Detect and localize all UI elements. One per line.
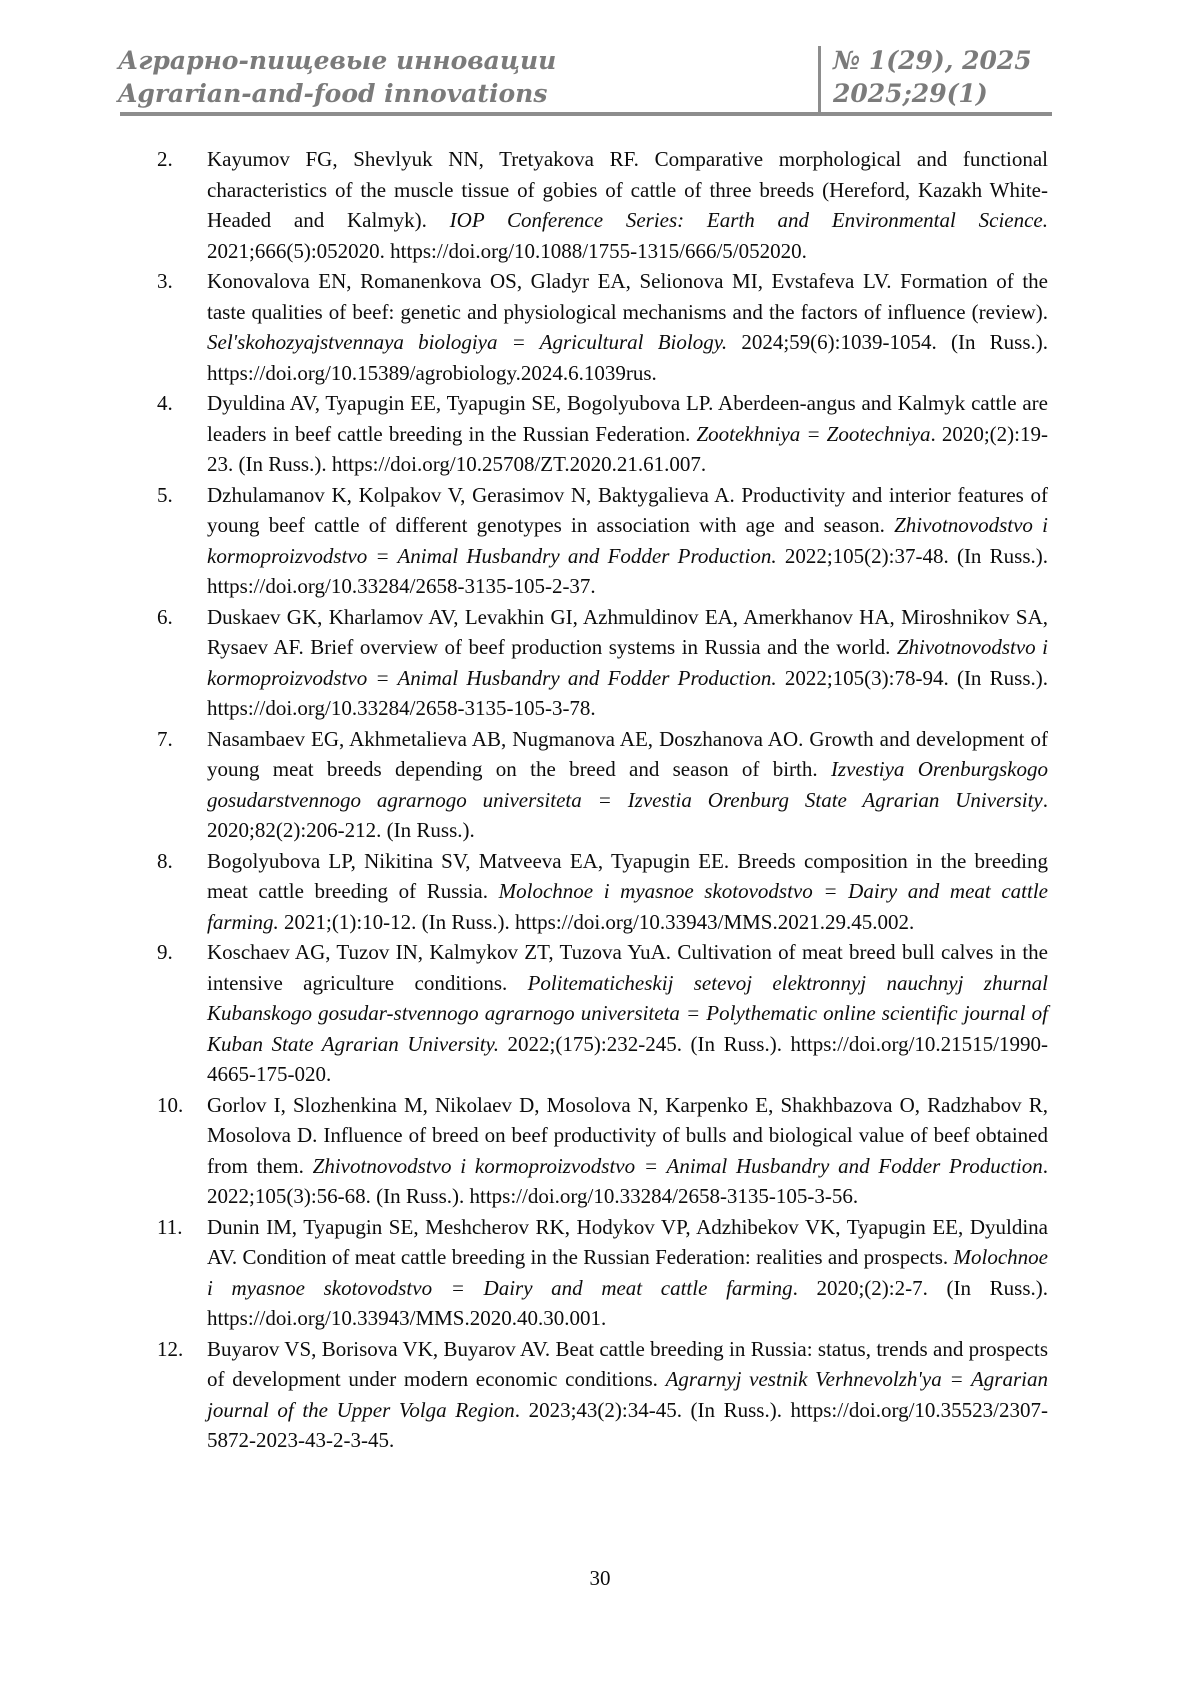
reference-text-segment: 2022;105(3):78-94. (In Russ.). https://doi.org/10.33284/2658-3135-105-3-78. — [207, 665, 1049, 720]
reference-journal-name: Zhivotnovodstvo i kormoproizvodstvo = Animal Husbandry and Fodder Production — [312, 1153, 1043, 1178]
reference-text-segment: 2022;(175):232-245. (In Russ.). https://doi.org/10.21515/1990-4665-175-020. — [207, 1031, 1048, 1086]
reference-journal-name: Molochnoe i myasnoe skotovodstvo = Dairy and meat cattle farming. — [207, 879, 1049, 934]
reference-journal-name: Izvestiya Orenburgskogo gosudarstvennogo agrarnogo universiteta = Izvestia Orenburg State Agrarian University — [207, 757, 1048, 812]
reference-text-segment: Dzhulamanov K, Kolpakov V, Gerasimov N, Baktygalieva A. Productivity and interior features of young beef cattle of different genotypes in association with age and season. — [207, 482, 1048, 537]
reference-number: 11. — [157, 1214, 183, 1239]
reference-number: 2. — [157, 147, 173, 171]
reference-journal-name: Zhivotnovodstvo i kormoproizvodstvo = Animal Husbandry and Fodder Production. — [207, 635, 1048, 690]
reference-number: 3. — [157, 269, 173, 293]
reference-journal-name: Zhivotnovodstvo i kormoproizvodstvo = Animal Husbandry and Fodder Production. — [207, 513, 1048, 568]
reference-journal-name: Molochnoe i myasnoe skotovodstvo = Dairy and meat cattle farming — [207, 1245, 1048, 1300]
reference-text-segment: . 2022;105(3):56-68. (In Russ.). https://doi.org/10.33284/2658-3135-105-3-56. — [207, 1153, 1048, 1208]
reference-item — [157, 388, 1048, 480]
reference-journal-name: Zootekhniya = Zootechniya — [696, 421, 931, 446]
reference-number: 12. — [157, 1336, 184, 1361]
journal-title-russian: Аграрно-пищевые инновации — [118, 46, 557, 75]
reference-text-segment: . 2020;(2):2-7. (In Russ.). https://doi.org/10.33943/MMS.2020.40.30.001. — [207, 1275, 1048, 1330]
reference-number: 7. — [157, 726, 173, 751]
reference-text-segment: 2022;105(2):37-48. (In Russ.). https://doi.org/10.33284/2658-3135-105-2-37. — [207, 543, 1049, 598]
reference-text-segment: . 2020;82(2):206-212. (In Russ.). — [207, 787, 1048, 842]
reference-item — [157, 846, 1048, 938]
reference-number: 5. — [157, 482, 173, 507]
reference-text — [207, 602, 1048, 724]
reference-item — [157, 480, 1048, 602]
reference-text — [207, 1090, 1048, 1212]
reference-text-segment: Buyarov VS, Borisova VK, Buyarov AV. Beat cattle breeding in Russia: status, trends and prospects of development under modern economic conditions. — [207, 1336, 1048, 1391]
reference-journal-name: Politematicheskij setevoj elektronnyj nauchnyj zhurnal Kubanskogo gosudar-stvennogo agrarnogo universiteta = Polythematic online scientific journal of Kuban State Agrarian University. — [207, 970, 1048, 1056]
reference-item — [157, 144, 1048, 266]
reference-text-segment: Koschaev AG, Tuzov IN, Kalmykov ZT, Tuzova YuA. Cultivation of meat breed bull calves in the intensive agriculture conditions. — [207, 940, 1048, 995]
reference-text — [207, 724, 1048, 846]
reference-text-segment: Bogolyubova LP, Nikitina SV, Matveeva EA, Tyapugin EE. Breeds composition in the breeding meat cattle breeding of Russia. — [207, 848, 1048, 903]
reference-text-segment: 2021;666(5):052020. https://doi.org/10.1088/1755-1315/666/5/052020. — [207, 238, 807, 263]
reference-text-segment: 2024;59(6):1039-1054. (In Russ.). https://doi.org/10.15389/agrobiology.2024.6.1039rus. — [207, 330, 1048, 385]
reference-item — [157, 266, 1048, 388]
reference-number: 9. — [157, 940, 173, 964]
reference-number: 10. — [157, 1092, 184, 1117]
reference-text-segment: . 2023;43(2):34-45. (In Russ.). https://doi.org/10.35523/2307-5872-2023-43-2-3-45. — [207, 1397, 1049, 1452]
reference-text — [207, 846, 1048, 938]
journal-title-english: Agrarian-and-food innovations — [118, 79, 548, 108]
reference-number: 6. — [157, 604, 173, 629]
reference-text-segment: . 2020;(2):19-23. (In Russ.). https://doi.org/10.25708/ZT.2020.21.61.007. — [207, 421, 1048, 476]
issue-citation-line: 2025;29(1) — [833, 79, 988, 108]
reference-item — [157, 937, 1048, 1090]
reference-text — [207, 388, 1048, 480]
reference-journal-name: Agrarnyj vestnik Verhnevolzh'ya = Agrarian journal of the Upper Volga Region — [207, 1367, 1048, 1422]
reference-text — [207, 144, 1048, 266]
reference-journal-name: Sel'skohozyajstvennaya biologiya = Agricultural Biology. — [207, 330, 728, 354]
reference-item — [157, 1090, 1048, 1212]
reference-text-segment: Nasambaev EG, Akhmetalieva AB, Nugmanova AE, Doszhanova AO. Growth and development of young meat breeds depending on the breed and season of birth. — [207, 726, 1048, 781]
reference-text-segment: Dyuldina AV, Tyapugin EE, Tyapugin SE, Bogolyubova LP. Aberdeen-angus and Kalmyk cattle are leaders in beef cattle breeding in the Russian Federation. — [207, 391, 1048, 446]
reference-text-segment: Dunin IM, Tyapugin SE, Meshcherov RK, Hodykov VP, Adzhibekov VK, Tyapugin EE, Dyuldina AV. Condition of meat cattle breeding in the Russian Federation: realities and prospects. — [207, 1214, 1048, 1269]
reference-text-segment: Gorlov I, Slozhenkina M, Nikolaev D, Mosolova N, Karpenko E, Shakhbazova O, Radzhabov R, Mosolova D. Influence of breed on beef productivity of bulls and biological value of beef obtained from them. — [207, 1092, 1048, 1178]
reference-item — [157, 602, 1048, 724]
issue-number-line: № 1(29), 2025 — [833, 46, 1032, 75]
reference-text-segment: Duskaev GK, Kharlamov AV, Levakhin GI, Azhmuldinov EA, Amerkhanov HA, Miroshnikov SA, Rysaev AF. Brief overview of beef production systems in Russia and the world. — [207, 604, 1048, 659]
header-vertical-divider — [818, 46, 821, 113]
issue-info-block — [833, 44, 1032, 110]
reference-item — [157, 724, 1048, 846]
reference-text — [207, 1212, 1048, 1334]
reference-journal-name: IOP Conference Series: Earth and Environmental Science. — [449, 208, 1048, 232]
reference-text — [207, 480, 1048, 602]
journal-title-block — [118, 44, 556, 110]
reference-text-segment: Kayumov FG, Shevlyuk NN, Tretyakova RF. Comparative morphological and functional characteristics of the muscle tissue of gobies of cattle of three breeds (Hereford, Kazakh White-Headed and Kalmyk). — [207, 147, 1048, 232]
reference-item — [157, 1334, 1048, 1456]
references-list — [157, 144, 1048, 1456]
reference-item — [157, 1212, 1048, 1334]
reference-text — [207, 1334, 1048, 1456]
reference-text-segment: Konovalova EN, Romanenkova OS, Gladyr EA, Selionova MI, Evstafeva LV. Formation of the taste qualities of beef: genetic and physiological mechanisms and the factors of influence (review). — [207, 269, 1048, 324]
reference-number: 8. — [157, 848, 173, 873]
reference-text — [207, 937, 1048, 1090]
reference-text-segment: 2021;(1):10-12. (In Russ.). https://doi.org/10.33943/MMS.2021.29.45.002. — [278, 909, 915, 934]
header-horizontal-rule — [120, 112, 1052, 116]
reference-text — [207, 266, 1048, 388]
reference-number: 4. — [157, 391, 173, 415]
page-number: 30 — [589, 1566, 611, 1590]
